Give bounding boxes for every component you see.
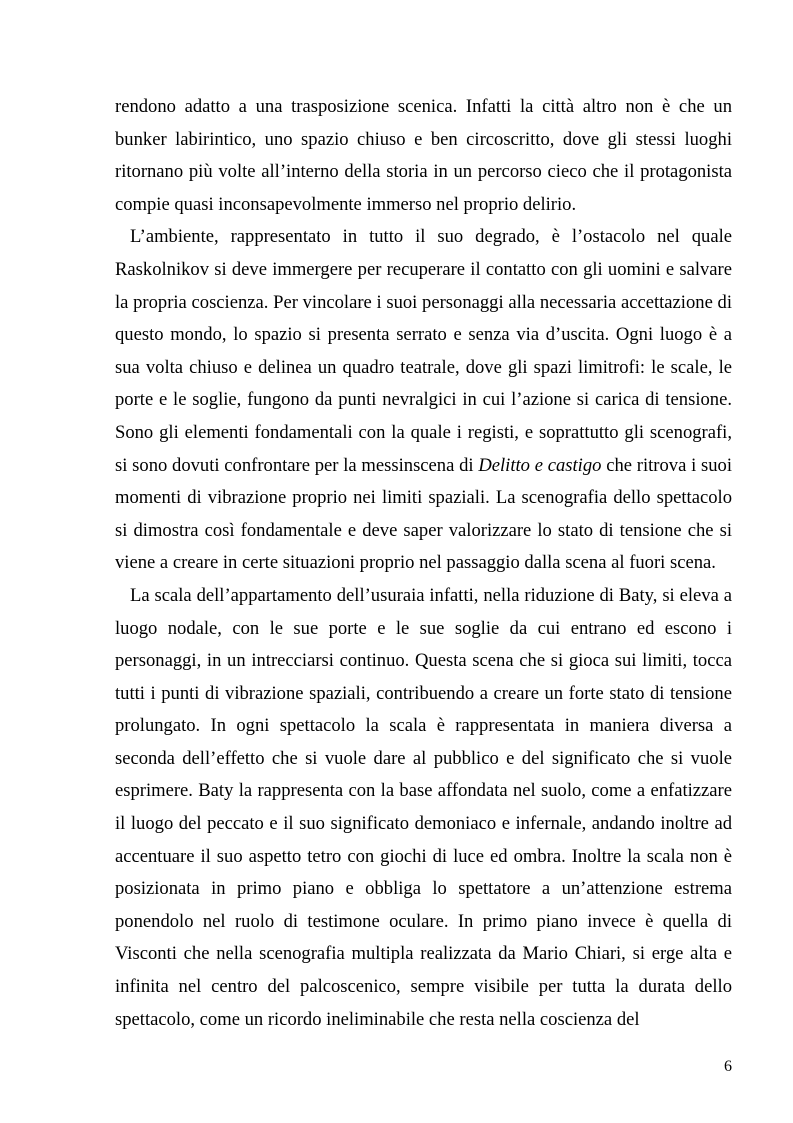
page-number: 6	[724, 1058, 732, 1075]
body-text	[115, 91, 732, 1036]
work-title-italic: Delitto e castigo	[478, 454, 602, 476]
paragraph-1: rendono adatto a una trasposizione scenica. Infatti la città altro non è che un bunker labirintico, uno spazio chiuso e ben circoscritto, dove gli stessi luoghi ritornano più volte all’interno della storia in un percorso cieco che il protagonista compie quasi inconsapevolmente immerso nel proprio delirio.	[115, 96, 732, 215]
paragraph-2-text-before: L’ambiente, rappresentato in tutto il suo degrado, è l’ostacolo nel quale Raskolnikov si deve immergere per recuperare il contatto con gli uomini e salvare la propria coscienza. Per vincolare i suoi personaggi alla necessaria accettazione di questo mondo, lo spazio si presenta serrato e senza via d’uscita. Ogni luogo è a sua volta chiuso e delinea un quadro teatrale, dove gli spazi limitrofi: le scale, le porte e le soglie, fungono da punti nevralgici in cui l’azione si carica di tensione. Sono gli elementi fondamentali con la quale i registi, e soprattutto gli scenografi, si sono dovuti confrontare per la messinscena di	[115, 226, 732, 476]
paragraph-3: La scala dell’appartamento dell’usuraia infatti, nella riduzione di Baty, si eleva a luogo nodale, con le sue porte e le sue soglie da cui entrano ed escono i personaggi, in un intrecciarsi continuo. Questa scena che si gioca sui limiti, tocca tutti i punti di vibrazione spaziali, contribuendo a creare un forte stato di tensione prolungato. In ogni spettacolo la scala è rappresentata in maniera diversa a seconda dell’effetto che si vuole dare al pubblico e del significato che si vuole esprimere. Baty la rappresenta con la base affondata nel suolo, come a enfatizzare il luogo del peccato e il suo significato demoniaco e infernale, andando inoltre ad accentuare il suo aspetto tetro con giochi di luce ed ombra. Inoltre la scala non è posizionata in primo piano e obbliga lo spettatore a un’attenzione estrema ponendolo nel ruolo di testimone oculare. In primo piano invece è quella di Visconti che nella scenografia multipla realizzata da Mario Chiari, si erge alta e infinita nel centro del palcoscenico, sempre visibile per tutta la durata dello spettacolo, come un ricordo ineliminabile che resta nella coscienza del	[115, 584, 732, 1030]
paragraph-2-text-after: che ritrova i suoi momenti di vibrazione proprio nei limiti spaziali. La scenografia dello spettacolo si dimostra così fondamentale e deve saper valorizzare lo stato di tensione che si viene a creare in certe situazioni proprio nel passaggio dalla scena al fuori scena.	[115, 454, 732, 574]
paragraph-2	[115, 221, 732, 580]
